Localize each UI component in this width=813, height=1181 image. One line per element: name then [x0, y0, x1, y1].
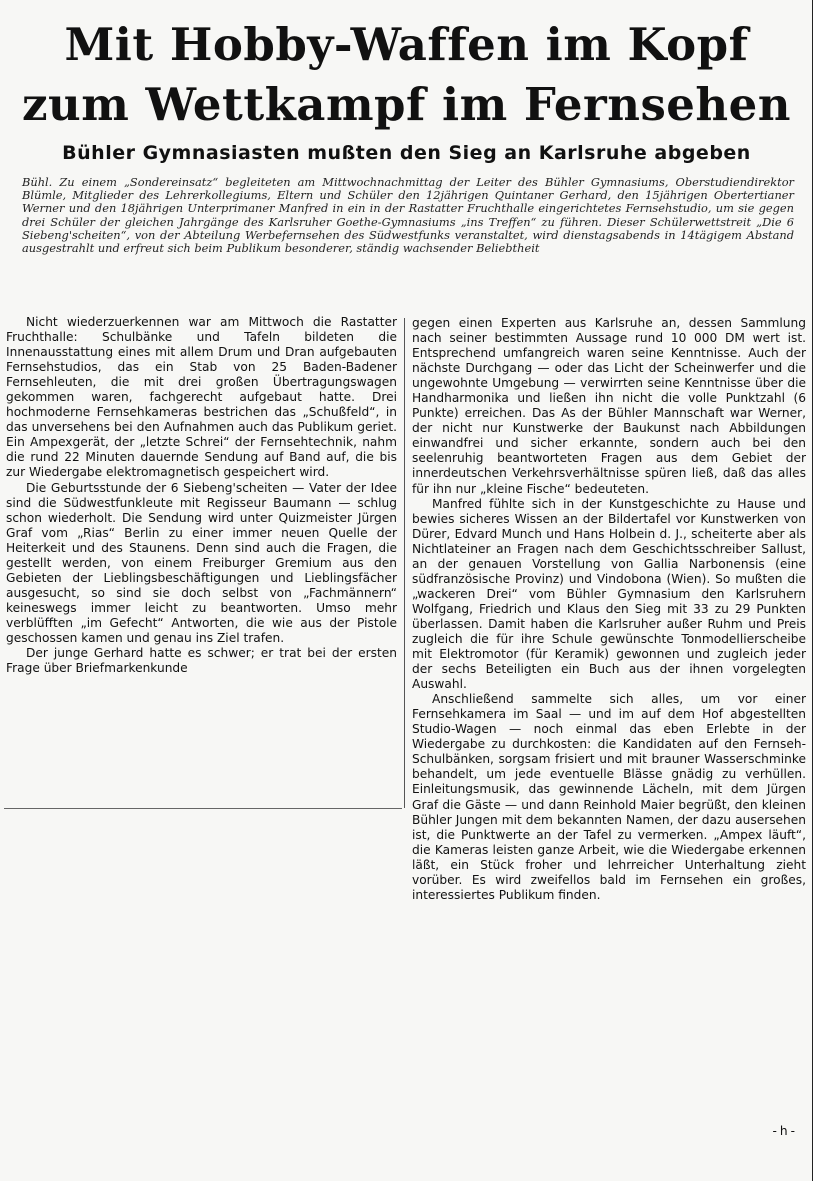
column-end-rule: [4, 808, 402, 809]
column-divider: [404, 318, 405, 808]
body-paragraph: Der junge Gerhard hatte es schwer; er trat bei der ersten Frage über Briefmarkenkunde: [6, 646, 397, 676]
left-column: [6, 315, 397, 676]
lead-paragraph: Bühl. Zu einem „Sondereinsatz“ begleiteten am Mittwochnachmittag der Leiter des Bühler Gymnasiums, Oberstudiendirektor Blümle, Mitglieder des Lehrerkollegiums, Eltern und Schüler den 12jährigen Quintaner Gerhard, den 15jährigen Obertertianer Werner und den 18jährigen Unterprimaner Manfred in ein in der Rastatter Fruchthalle eingerichtetes Fernsehstudio, um sie gegen drei Schüler der gleichen Jahrgänge des Karlsruher Goethe-Gymnasiums „ins Treffen“ zu führen. Dieser Schülerwettstreit „Die 6 Siebeng'scheiten“, von der Abteilung Werbefernsehen des Südwestfunks veranstaltet, wird dienstagsabends in 14tägigem Abstand ausgestrahlt und erfreut sich beim Publikum besonderer, ständig wachsender Beliebtheit: [22, 175, 794, 256]
author-signature: -h-: [772, 1124, 798, 1138]
body-paragraph-continuation: gegen einen Experten aus Karlsruhe an, dessen Sammlung nach seiner bestimmten Aussage rund 10 000 DM wert ist. Entsprechend umfangreich waren seine Kenntnisse. Auch der nächste Durchgang — oder das Licht der Scheinwerfer und die ungewohnte Umgebung — verwirrten seine Kenntnisse über die Handharmonika und ließen ihn nicht die volle Punktzahl (6 Punkte) erreichen. Das As der Bühler Mannschaft war Werner, der nicht nur Kunstwerke der Baukunst nach Abbildungen einwandfrei und sicher erkannte, sondern auch bei den seelenruhig beantworteten Fragen aus dem Gebiet der innerdeutschen Verkehrsverhältnisse spüren ließ, daß das alles für ihn nur „kleine Fische“ bedeuteten.: [412, 316, 806, 496]
subheadline: Bühler Gymnasiasten mußten den Sieg an Karlsruhe abgeben: [62, 142, 751, 164]
body-paragraph: Anschließend sammelte sich alles, um vor einer Fernsehkamera im Saal — und im auf dem Hof abgestellten Studio-Wagen — noch einmal das eben Erlebte in der Wiedergabe zu durchkosten: die Kandidaten auf den Fernseh-Schulbänken, sorgsam frisiert und mit brauner Wasserschminke behandelt, um jede eventuelle Blässe gnädig zu verhüllen. Einleitungsmusik, das gewinnende Lächeln, mit dem Jürgen Graf die Gäste — und dann Reinhold Maier begrüßt, den kleinen Bühler Jungen mit dem bekannten Namen, der dazu ausersehen ist, die Punktwerte an der Tafel zu vermerken. „Ampex läuft“, die Kameras leisten ganze Arbeit, wie die Wiedergabe erkennen läßt, ein Stück froher und lehrreicher Unterhaltung zieht vorüber. Es wird zweifellos bald im Fernsehen ein großes, interessiertes Publikum finden.: [412, 692, 806, 902]
headline-line-1: Mit Hobby-Waffen im Kopf: [64, 18, 749, 71]
body-paragraph: Manfred fühlte sich in der Kunstgeschichte zu Hause und bewies sicheres Wissen an der Bildertafel vor Kunstwerken von Dürer, Edvard Munch und Hans Holbein d. J., scheiterte aber als Nichtlateiner an Fragen nach dem Geschichtsschreiber Sallust, an der genauen Vorstellung von Gallia Narbonensis (eine südfranzösische Provinz) und Vindobona (Wien). So mußten die „wackeren Drei“ vom Bühler Gymnasium den Karlsruhern Wolfgang, Friedrich und Klaus den Sieg mit 33 zu 29 Punkten überlassen. Damit haben die Karlsruher außer Ruhm und Preis zugleich die für ihre Schule gewünschte Tonmodellierscheibe mit Elektromotor (für Keramik) gewonnen und zugleich jeder der sechs Beteiligten ein Buch aus der ihnen vorgelegten Auswahl.: [412, 496, 806, 692]
body-paragraph: Nicht wiederzuerkennen war am Mittwoch die Rastatter Fruchthalle: Schulbänke und Tafeln bildeten die Innenausstattung eines mit allem Drum und Dran aufgebauten Fernsehstudios, das ein Stab von 25 Baden-Badener Fernsehleuten, die mit drei großen Übertragungswagen gekommen waren, fachgerecht aufgebaut hatte. Drei hochmoderne Fernsehkameras bestrichen das „Schußfeld“, in das unversehens bei den Aufnahmen auch das Publikum geriet. Ein Ampexgerät, der „letzte Schrei“ der Fernsehtechnik, nahm die rund 22 Minuten dauernde Sendung auf Band auf, die bis zur Wiedergabe elektromagnetisch gespeichert wird.: [6, 315, 397, 480]
headline-line-2: zum Wettkampf im Fernsehen: [21, 78, 791, 131]
body-paragraph: Die Geburtsstunde der 6 Siebeng'scheiten — Vater der Idee sind die Südwestfunkleute mit Regisseur Baumann — schlug schon wiederholt. Die Sendung wird unter Quizmeister Jürgen Graf vom „Rias“ Berlin zu einer immer neuen Quelle der Heiterkeit und des Staunens. Denn sind auch die Fragen, die gestellt werden, von einem Freiburger Gremium aus den Gebieten der Lieblingsbeschäftigungen und Lieblingsfächer ausgesucht, so sind sie doch selbst von „Fachmännern“ keineswegs immer leicht zu beantworten. Umso mehr verblüfften „im Gefecht“ Antworten, die wie aus der Pistole geschossen kamen und genau ins Ziel trafen.: [6, 480, 397, 645]
right-column: [412, 316, 806, 903]
